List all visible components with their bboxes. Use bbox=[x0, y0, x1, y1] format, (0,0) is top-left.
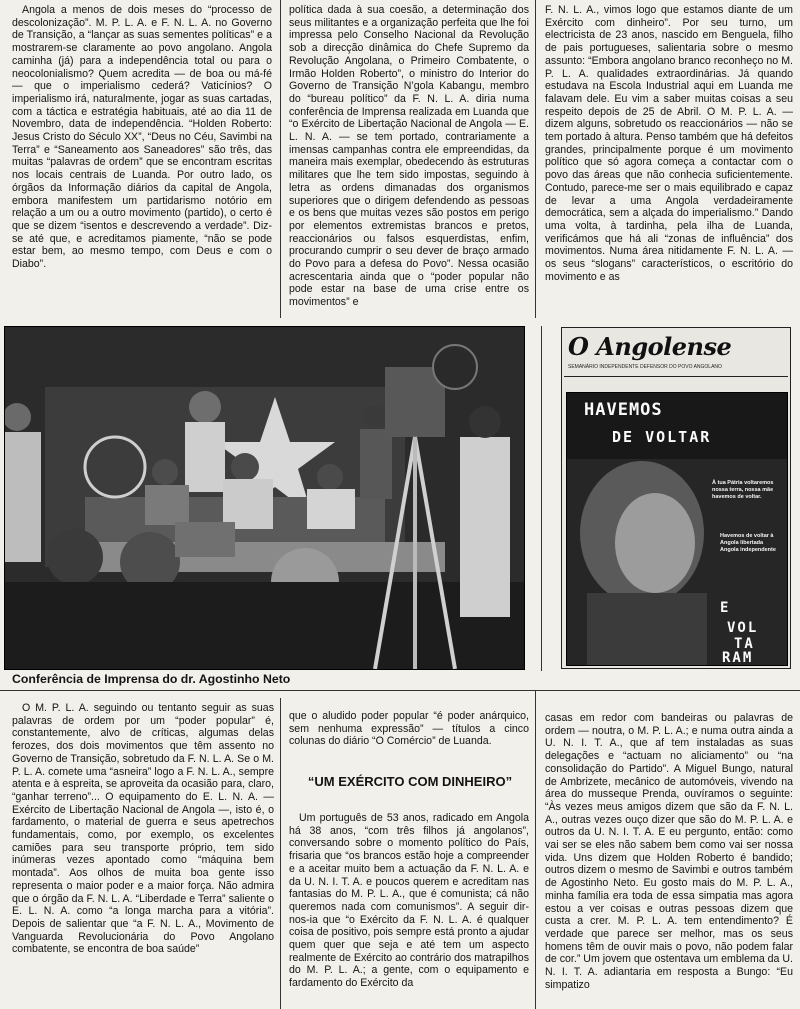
newspaper-big-e: E bbox=[720, 600, 731, 616]
article-column-6: casas em redor com bandeiras ou palavras de ordem — noutra, o M. P. L. A.; e numa outra ainda a U. N. I. T. A., que af tem instaladas as suas delegações e “actuam no aliciamento” ou “na consolidação do Partido”. A Miguel Bungo, natural de Ambrizete, mecânico de automóveis, vivendo na área do musseque Prenda, ouvíramos o seguinte: “Às vezes meus amigos dizem que são da F. N. L. A., outras vezes ouço dizer que são do M. P. L. A. e outros da U. N. I. T. A. E eu pergunto, então: como vai ser se eles não sabem bem como vai ser nossa vida. Uns dizem que Holden Roberto é bandido; outros dizem o mesmo de Savimbi e outros também de Agostinho Neto. Eu gosto mais do M. P. L. A., minha família era toda de essa simpatia mas agora estou a ver coisas e outras pessoas dizem que custa a crer. M. P. L. A. tem entendimento? É verdade que parece ser melhor, mas os seus homens têm de ouvir mais o povo, não podem falar de cor.” Um jovem que ostentava um emblema da U. N. I. T. A. adiantaria em resposta a Bungo: “Eu simpatizo bbox=[545, 712, 793, 991]
article-column-1: Angola a menos de dois meses do “processo de descolonização”. M. P. L. A. e F. N. L. A. no Governo de Transição, a “lançar as suas sementes políticas” e a mostrarem-se claramente ao povo angolano. Angola caminha (já) para a independência total ou para o neocolonialismo? Quem acredita — de boa ou má-fé — que o imperialismo cederá? Vaticínios? O imperialismo irá, naturalmente, jogar as suas cartadas, com a táctica e estratégia habituais, até ao dia 11 de Novembro, data de independência. “Holden Roberto: Jesus Cristo do Século XX”, “Deus no Céu, Savimbi na Terra” e “Saneamento aos Saneadores” são três, das muitas “palavras de ordem” que se encontram escritas nos locais centrais de Luanda. Por outro lado, os órgãos da Informação diários da capital de Angola, embora manifestem um partidarismo notório em relação a um ou a outro movimento (partido), o certo é que se dizem “isentos e descrevendo a verdade”. Diz-se até que, e acreditamos piamente, “não se pode estar bem, ao mesmo tempo, com Deus e com o Diabo”. bbox=[12, 4, 272, 271]
newspaper-big-vol: VOL bbox=[727, 620, 759, 636]
newspaper-clipping bbox=[561, 327, 791, 669]
newspaper-big-ta: TA bbox=[734, 636, 755, 652]
photo-caption: Conferência de Imprensa do dr. Agostinho Neto bbox=[12, 672, 291, 686]
column-rule bbox=[280, 698, 281, 1009]
newspaper-poem-2: Havemos de voltar à Angola libertada Angola independente bbox=[720, 533, 776, 553]
camera-icon bbox=[175, 522, 235, 557]
newspaper-poem-1: À tua Pátria voltaremos nossa terra, nossa mãe havemos de voltar. bbox=[712, 480, 774, 500]
newspaper-masthead bbox=[564, 330, 788, 377]
article-column-2: política dada à sua coesão, a determinação dos seus militantes e a organização perfeita que lhe foi impressa pelo Conselho Nacional da Revolução sob a direcção dinâmica do Chefe Supremo da Revolução Angolana, o Primeiro Combatente, o Irmão Holden Roberto”, o ministro do Interior do Governo de Transição N’gola Kabangu, membro do “bureau político” da F. N. L. A. diria numa conferência de Imprensa realizada em Luanda que “o Exército de Libertação Nacional de Angola — E. L. N. A. — se tem portado, contrariamente a imensas campanhas contra ele empreendidas, da maneira mais exemplar, obedecendo às estruturas militares que lhe tem sido impostas, seguindo à letra as ordens dimanadas dos organismos superiores que o dirigem defendendo as pessoas e os bens que muitas vezes são postos em perigo por elementos extremistas brancos e pretos, reaccionários ou falsos esquerdistas, enfim, procurando cumprir o seu dever de braço armado do Povo para a defesa do Povo”. Nessa ocasião acrescentaria ainda que o “poder popular não pode estar na base de uma crise entre os movimentos” e bbox=[289, 4, 529, 309]
section-rule bbox=[0, 690, 800, 691]
newspaper-headline-2: DE VOLTAR bbox=[612, 428, 712, 446]
column-rule bbox=[541, 326, 542, 671]
newspaper-headline-1: HAVEMOS bbox=[584, 400, 663, 420]
column-rule bbox=[535, 690, 536, 1009]
section-heading: “UM EXÉRCITO COM DINHEIRO” bbox=[307, 774, 513, 789]
newspaper-logo: O Angolense bbox=[568, 332, 732, 361]
press-conference-illustration bbox=[5, 327, 524, 669]
article-column-4: O M. P. L. A. seguindo ou tentanto seguir as suas palavras de ordem por um “poder popular” é, constantemente, alvo de críticas, algumas delas ferozes, dos dois movimentos que têm assento no Governo de Transição, sobretudo da F. N. L. A. Se o M. P. L. A. comete uma “asneira” logo a F. N. L. A., sempre atenta e à espreita, se aproveita da ocasião para, claro, “ganhar terreno”... O equipamento do E. L. N. A. — Exército de Libertação Nacional de Angola —, isto é, o fardamento, o material de guerra e seus apetrechos fundamentais, como, por exemplo, os excelentes camiões para seu transporte próprio, tem sido inúmeras vezes apontado como “máquina bem montada”. Aos olhos de muita boa gente isso representa o maior poder e a maior força. Não admira que o órgão da F. N. L. A. “Liberdade e Terra” saliente o E. L. N. A. como “a longa marcha para a vitória”. Depois de salientar que “a F. N. L. A., Movimento de Vanguarda Revolucionária do Povo Angolano combatente, se encontra de boa saúde” bbox=[12, 702, 274, 956]
newspaper-big-ram: RAM bbox=[722, 650, 754, 666]
press-conference-photo bbox=[4, 326, 525, 670]
article-column-3: F. N. L. A., vimos logo que estamos diante de um Exército com dinheiro”. Por seu turno, um electricista de 23 anos, nascido em Benguela, filho de pais portugueses, salientaria sobre o mesmo assunto: “Embora angolano branco reconheço no M. P. L. A. qualidades extraordinárias. Já quando estudava na Escola Industrial aqui em Luanda me falavam dele. Eu vim a saber muitas coisas a seu respeito depois de 25 de Abril. O M. P. L. A. — dizem alguns, sobretudo os reaccionários — não se tem portado à altura. Penso também que há defeitos grandes, principalmente porque é um movimento político que só agora começa a contactar com o povo das áreas que não conhecia suficientemente. Contudo, parece-me ser o mais equilibrado e capaz de levar a uma Angola verdadeiramente democrática, sem a alçada do imperialismo.” Dando uma volta, à tardinha, pela ilha de Luanda, verificámos que há ali “zonas de influência” dos movimentos. Numa área nitidamente F. N. L. A. — os seus “slogans” característicos, o escritório do movimento e as bbox=[545, 4, 793, 283]
article-column-5-top: que o aludido poder popular “é poder anárquico, sem nenhuma expressão” — títulos a cinco colunas do diário “O Comércio” de Luanda. bbox=[289, 710, 529, 748]
column-rule bbox=[280, 0, 281, 318]
column-rule bbox=[535, 0, 536, 318]
article-column-5: Um português de 53 anos, radicado em Angola há 38 anos, “com três filhos já angolanos”, conversando sobre o momento político do País, frisaria que “os brancos estão hoje a compreender e a aceitar muito bem a actuação da F. N. L. A. e da U. N. I. T. A. e poucos querem e acreditam nas fantasias do M. P. L. A., que é comunista; cá não queremos nada com comunismos”. A seguir dir-nos-ia que “o Exército da F. N. L. A. é qualquer coisa de positivo, pois sempre está pronto a ajudar quem quer que seja e até tem um aspecto realmente de Exército ao contrário dos matrapilhos do M. P. L. A.; a gente, com o equipamento e fardamento do Exército da bbox=[289, 812, 529, 990]
newspaper-subtitle: SEMANÁRIO INDEPENDENTE DEFENSOR DO POVO ANGOLANO bbox=[568, 364, 722, 370]
